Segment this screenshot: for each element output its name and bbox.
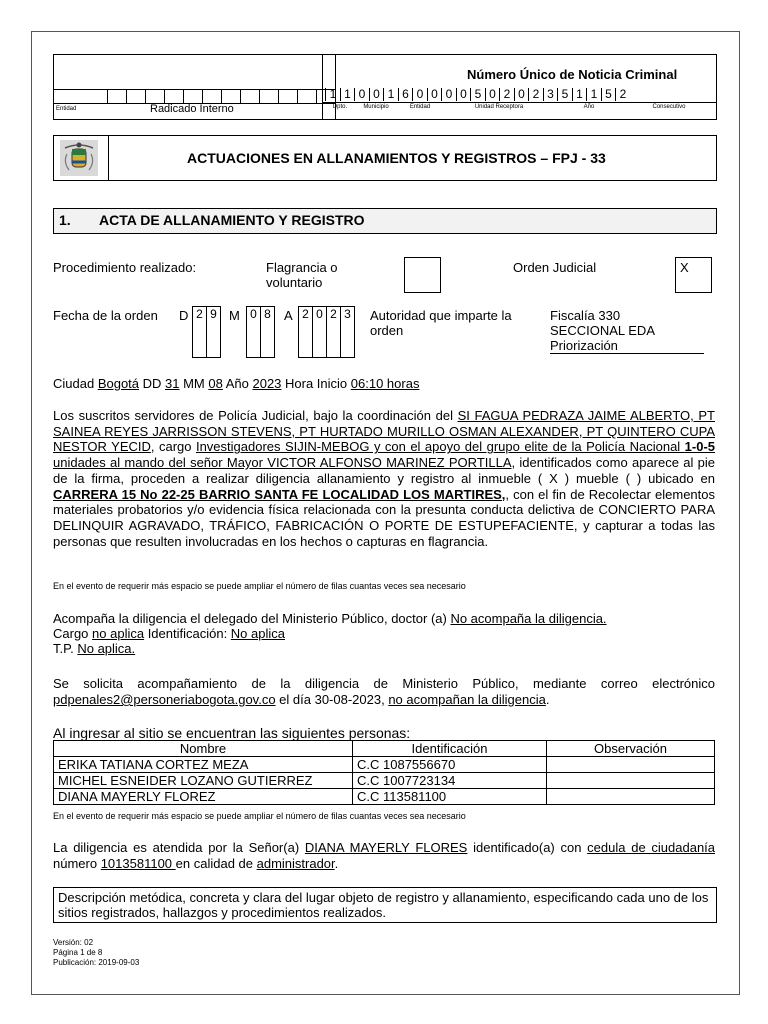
radicado-box xyxy=(53,54,336,120)
personas-table xyxy=(53,740,715,805)
email-value: pdpenales2@personeriabogota.gov.co xyxy=(53,692,276,707)
noticia-digit: 1 xyxy=(572,88,587,101)
col-observacion: Observación xyxy=(547,741,715,757)
fecha-a-label: A xyxy=(284,308,293,323)
noticia-digit: 0 xyxy=(412,88,427,101)
orden-judicial-checkbox[interactable] xyxy=(675,257,712,293)
table-row: DIANA MAYERLY FLOREZ C.C 113581100 xyxy=(54,789,715,805)
autoridad-label: Autoridad que imparte la orden xyxy=(370,308,512,338)
dd-value: 31 xyxy=(165,376,180,391)
sub-label-anio: Año xyxy=(583,104,595,110)
radicado-label: Radicado Interno xyxy=(150,103,234,115)
sub-label-entidad: Entidad xyxy=(409,104,431,110)
fecha-a-digit: 3 xyxy=(340,306,355,358)
footer xyxy=(53,938,139,968)
fecha-orden-label: Fecha de la orden xyxy=(53,308,158,323)
fecha-m-label: M xyxy=(229,308,240,323)
noticia-digit: 2 xyxy=(615,88,630,101)
noticia-digit: 0 xyxy=(485,88,500,101)
noticia-digit: 1 xyxy=(383,88,398,101)
descripcion-box: Descripción metódica, concreta y clara del lugar objeto de registro y allanamiento, especificando cada uno de los sitios registrados, hallazgos y procedimientos realizados. xyxy=(53,887,717,923)
footer-publicacion: Publicación: 2019-09-03 xyxy=(53,958,140,967)
ministerio-block: Acompaña la diligencia el delegado del Ministerio Público, doctor (a) No acompaña la diligencia. Cargo no aplica Identificación: No aplica T.P. No aplica. xyxy=(53,611,607,656)
form-title: ACTUACIONES EN ALLANAMIENTOS Y REGISTROS – FPJ - 33 xyxy=(187,150,606,166)
autoridad-line-3: Priorización xyxy=(550,338,704,354)
noticia-digit: 5 xyxy=(601,88,616,101)
section-header xyxy=(53,208,717,234)
fecha-a-digit: 2 xyxy=(298,306,313,358)
hora-value: 06:10 horas xyxy=(350,376,420,391)
main-paragraph: Los suscritos servidores de Policía Judicial, bajo la coordinación del SI FAGUA PEDRAZA JAIME ALBERTO, PT SAINEA REYES JARRISSON STEVENS, PT HURTADO MURILLO OSMAN ALEXANDER, PT QUINTERO CUPA NESTOR YECID, cargo Investigadores SIJIN-MEBOG y con el apoyo del grupo elite de la Policía Nacional 1-0-5 unidades al mando del señor Mayor VICTOR ALFONSO MARINEZ PORTILLA, identificados como aparece al pie de la firma, proceden a realizar diligencia allanamiento y registro al inmueble ( X ) mueble ( ) ubicado en CARRERA 15 No 22-25 BARRIO SANTA FE LOCALIDAD LOS MARTIRES,, con el fin de Recolectar elementos materiales probatorios y/o evidencia física relacionada con la presunta conducta delictiva de CONCIERTO PARA DELINQUIR AGRAVADO, TRÁFICO, FABRICACIÓN O PORTE DE ESTUPEFACIENTE, y capturar a todas las personas que resulten involucradas en los hechos o capturas en flagrancia. xyxy=(53,408,716,549)
col-identificacion: Identificación xyxy=(353,741,547,757)
coat-of-arms-logo xyxy=(60,140,98,176)
noticia-digit: 1 xyxy=(586,88,601,101)
entidad-label: Entidad xyxy=(56,106,77,112)
note-text: En el evento de requerir más espacio se puede ampliar el número de filas cuantas veces sea necesario xyxy=(53,581,466,591)
ciudad-line: Ciudad Bogotá DD 31 MM 08 Año 2023 Hora Inicio 06:10 horas xyxy=(53,376,420,391)
ciudad-value: Bogotá xyxy=(97,376,140,391)
noticia-digit: 2 xyxy=(499,88,514,101)
noticia-digit: 0 xyxy=(427,88,442,101)
noticia-digit: 0 xyxy=(514,88,529,101)
anio-value: 2023 xyxy=(252,376,282,391)
autoridad-line-1: Fiscalía 330 xyxy=(550,308,621,323)
sub-label-municipio: Municipio xyxy=(363,104,389,110)
note-text-2: En el evento de requerir más espacio se puede ampliar el número de filas cuantas veces sea necesario xyxy=(53,811,466,821)
noticia-digit: 3 xyxy=(543,88,558,101)
mm-value: 08 xyxy=(208,376,223,391)
noticia-digit: 5 xyxy=(470,88,485,101)
noticia-digit: 0 xyxy=(441,88,456,101)
noticia-digit: 1 xyxy=(340,88,355,101)
footer-pagina: Página 1 de 8 xyxy=(53,948,103,957)
autoridad-line-2: SECCIONAL EDA xyxy=(550,323,655,338)
fecha-d-digit: 2 xyxy=(192,306,207,358)
flagrancia-checkbox[interactable] xyxy=(404,257,441,293)
atendida-paragraph: La diligencia es atendida por la Señor(a) DIANA MAYERLY FLORES identificado(a) con cedula de ciudadanía número 1013581100 en calidad de administrador. xyxy=(53,840,716,871)
noticia-digit: 5 xyxy=(557,88,572,101)
procedimiento-label: Procedimiento realizado: xyxy=(53,260,197,275)
table-row: MICHEL ESNEIDER LOZANO GUTIERREZ C.C 1007723134 xyxy=(54,773,715,789)
noticia-digit: 1 xyxy=(325,88,340,101)
ministerio-doctor: No acompaña la diligencia. xyxy=(450,611,607,626)
footer-version: Versión: 02 xyxy=(53,938,94,947)
fecha-m-digit: 0 xyxy=(246,306,261,358)
noticia-title: Número Único de Noticia Criminal xyxy=(467,67,678,82)
orden-judicial-mark: X xyxy=(680,260,689,275)
noticia-digit: 6 xyxy=(398,88,413,101)
noticia-digit: 0 xyxy=(369,88,384,101)
sub-label-consecutivo: Consecutivo xyxy=(652,104,686,110)
section-number: 1. xyxy=(59,212,71,228)
autoridad-value xyxy=(550,308,704,354)
section-title: ACTA DE ALLANAMIENTO Y REGISTRO xyxy=(99,212,365,228)
procedimiento-option-orden: Orden Judicial xyxy=(513,260,597,275)
fecha-a-digit: 2 xyxy=(326,306,341,358)
noticia-digit: 2 xyxy=(528,88,543,101)
sub-label-unidad: Unidad Receptora xyxy=(474,104,524,110)
col-nombre: Nombre xyxy=(54,741,353,757)
procedimiento-option-flagrancia: Flagrancia o voluntario xyxy=(266,260,338,290)
fecha-d-label: D xyxy=(179,308,189,323)
noticia-digit: 0 xyxy=(354,88,369,101)
noticia-criminal-box xyxy=(322,54,717,120)
sub-label-dpto: Dpto. xyxy=(332,104,348,110)
fecha-a-digit: 0 xyxy=(312,306,327,358)
noticia-digit: 0 xyxy=(456,88,471,101)
personas-intro: Al ingresar al sitio se encuentran las siguientes personas: xyxy=(53,725,411,741)
table-row: ERIKA TATIANA CORTEZ MEZA C.C 1087556670 xyxy=(54,757,715,773)
form-title-box xyxy=(53,135,717,181)
fecha-m-digit: 8 xyxy=(260,306,275,358)
document-page xyxy=(31,31,740,995)
fecha-d-digit: 9 xyxy=(206,306,221,358)
solicita-paragraph: Se solicita acompañamiento de la diligencia de Ministerio Público, mediante correo electrónico pdpenales2@personeriabogota.gov.co el día 30-08-2023, no acompañan la diligencia. xyxy=(53,676,715,707)
table-header-row xyxy=(54,741,715,757)
